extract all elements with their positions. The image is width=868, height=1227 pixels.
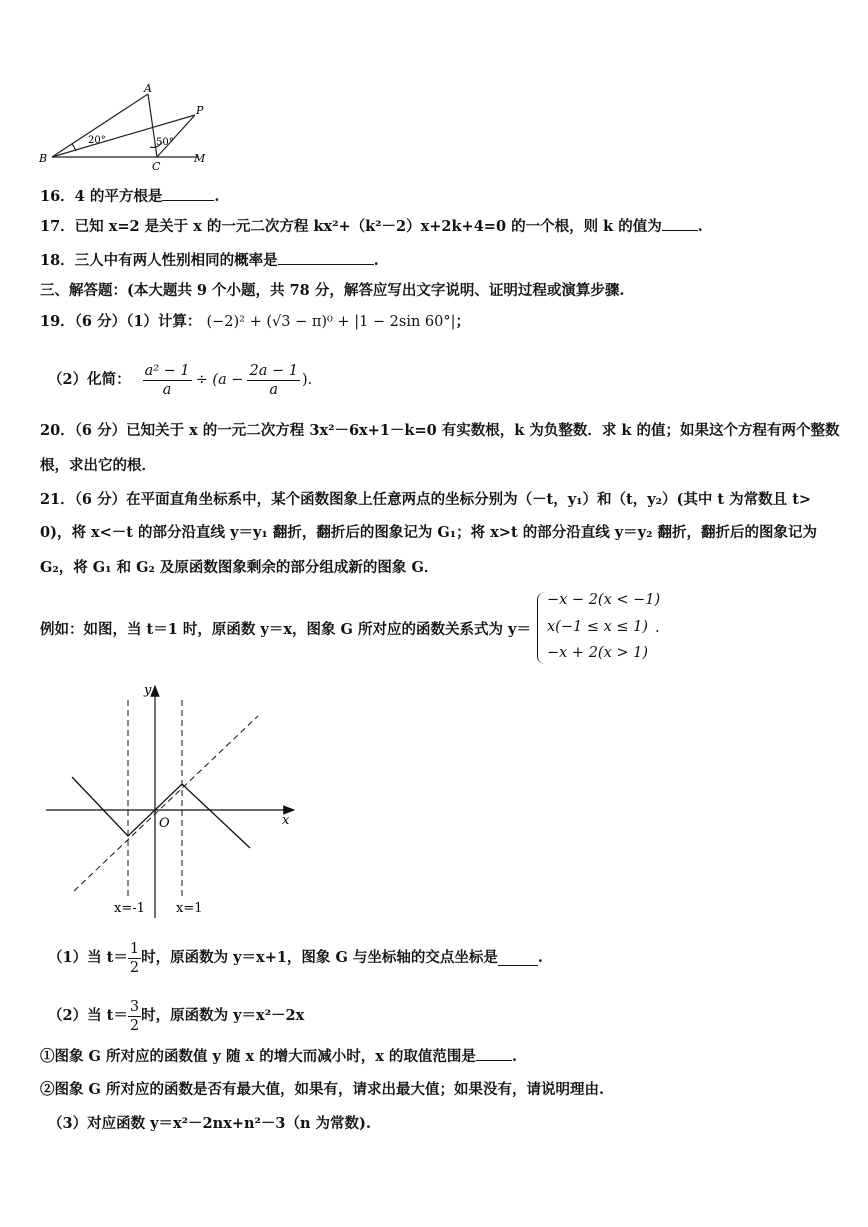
fraction-1-numerator: a² − 1 xyxy=(144,362,190,379)
answer-blank xyxy=(476,1046,512,1061)
q21-s1-prefix: （1）当 t＝ xyxy=(48,949,128,966)
graph-G xyxy=(72,777,250,848)
answer-blank xyxy=(498,951,538,966)
label-P: P xyxy=(196,104,204,117)
piecewise-case-1: −x − 2(x < −1) xyxy=(547,592,661,608)
fraction-1 xyxy=(143,362,192,399)
piecewise-case-3: −x + 2(x > 1) xyxy=(547,645,649,661)
label-B: B xyxy=(39,152,48,165)
label-C: C xyxy=(152,160,161,173)
q16-tail: . xyxy=(214,188,220,205)
question-21-line3: G₂，将 G₁ 和 G₂ 及原函数图象剩余的部分组成新的图象 G． xyxy=(40,559,439,576)
q21-s2-prefix: （2）当 t＝ xyxy=(48,1007,128,1024)
q19-label: 19．（6 分）（1）计算： xyxy=(40,313,202,330)
fraction-three-halves xyxy=(128,998,141,1035)
q21-sub-1 xyxy=(40,938,543,978)
question-20-line1: 20．（6 分）已知关于 x 的一元二次方程 3x²－6x+1－k=0 有实数根，k 为负整数．求 k 的值；如果这个方程有两个整数 xyxy=(40,422,840,439)
fraction-2-denominator: a xyxy=(269,381,279,398)
angle-B-label: 20° xyxy=(88,135,106,146)
fraction-half-numerator: 1 xyxy=(129,940,140,957)
segment-BA xyxy=(52,94,148,157)
q19-p2-end: ). xyxy=(301,372,313,388)
question-20-line2: 根，求出它的根． xyxy=(40,457,156,474)
q21-sub-2-item-1 xyxy=(40,1046,517,1067)
q21-sub-2 xyxy=(40,996,304,1036)
q21-sub-3: （3）对应函数 y＝x²－2nx+n²－3（n 为常数). xyxy=(48,1115,371,1132)
q21-s1-tail: . xyxy=(537,949,543,966)
q19-p2-mid: ÷ (a − xyxy=(195,372,244,388)
section-3-heading: 三、解答题：(本大题共 9 个小题，共 78 分，解答应写出文字说明、证明过程或演算步骤. xyxy=(40,282,625,299)
fraction-half-denominator: 2 xyxy=(129,959,140,976)
answer-blank xyxy=(662,216,698,231)
q19-end: ； xyxy=(455,313,471,330)
label-A: A xyxy=(144,82,152,95)
question-17 xyxy=(40,216,703,237)
q21-sub-2-item-2: ②图象 G 所对应的函数是否有最大值，如果有，请求出最大值；如果没有，请说明理由. xyxy=(40,1081,605,1098)
q18-tail: . xyxy=(373,252,379,269)
label-x-minus-1: x=-1 xyxy=(114,901,145,916)
fraction-2 xyxy=(247,362,299,399)
piecewise-end: . xyxy=(655,620,660,636)
q21-c1-text: ①图象 G 所对应的函数值 y 随 x 的增大而减小时，x 的取值范围是 xyxy=(40,1048,476,1065)
answer-blank xyxy=(162,186,214,201)
q17-text: 17．已知 x=2 是关于 x 的一元二次方程 kx²+（k²－2）x+2k+4=0 的一个根，则 k 的值为 xyxy=(40,218,662,235)
question-16 xyxy=(40,186,219,207)
label-M: M xyxy=(194,152,206,165)
q21-c1-tail: . xyxy=(511,1048,517,1065)
label-y: y xyxy=(144,683,152,698)
fraction-1-denominator: a xyxy=(162,381,172,398)
function-graph xyxy=(40,676,310,920)
question-21-line1: 21．（6 分）在平面直角坐标系中，某个函数图象上任意两点的坐标分别为（－t，y₁）和（t，y₂）(其中 t 为常数且 t> xyxy=(40,491,812,508)
triangle-figure xyxy=(36,82,216,174)
q19-expression: (−2)² + (√3 − π)⁰ + |1 − 2sin 60°| xyxy=(206,314,456,330)
angle-C-label: 50° xyxy=(156,137,174,148)
segment-BP xyxy=(52,115,195,157)
question-18 xyxy=(40,250,379,271)
label-x: x xyxy=(282,813,290,828)
q21-s2-text: 时，原函数为 y＝x²－2x xyxy=(141,1007,305,1024)
label-x-1: x=1 xyxy=(176,901,203,916)
fraction-three-halves-denominator: 2 xyxy=(129,1017,140,1034)
label-origin: O xyxy=(159,816,170,831)
q16-text: 16．4 的平方根是 xyxy=(40,188,163,205)
q18-text: 18．三人中有两人性别相同的概率是 xyxy=(40,252,278,269)
q17-tail: . xyxy=(697,218,703,235)
question-19-part2 xyxy=(40,358,312,402)
segment-CP xyxy=(157,115,195,157)
q19-p2-label: （2）化简： xyxy=(48,371,131,388)
original-function-y-equals-x xyxy=(74,716,258,891)
q21-example: 例如：如图，当 t＝1 时，原函数 y＝x，图象 G 所对应的函数关系式为 y＝ xyxy=(40,621,531,638)
fraction-half xyxy=(128,940,141,977)
piecewise-case-2: x(−1 ≤ x ≤ 1) xyxy=(547,619,649,635)
question-19 xyxy=(40,312,470,332)
fraction-2-numerator: 2a − 1 xyxy=(249,362,298,379)
question-21-line2: 0)，将 x<－t 的部分沿直线 y＝y₁ 翻折，翻折后的图象记为 G₁；将 x>t 的部分沿直线 y＝y₂ 翻折，翻折后的图象记为 xyxy=(40,524,817,541)
q21-s1-text: 时，原函数为 y＝x+1，图象 G 与坐标轴的交点坐标是 xyxy=(141,949,498,966)
answer-blank xyxy=(278,250,374,265)
fraction-three-halves-numerator: 3 xyxy=(129,998,140,1015)
